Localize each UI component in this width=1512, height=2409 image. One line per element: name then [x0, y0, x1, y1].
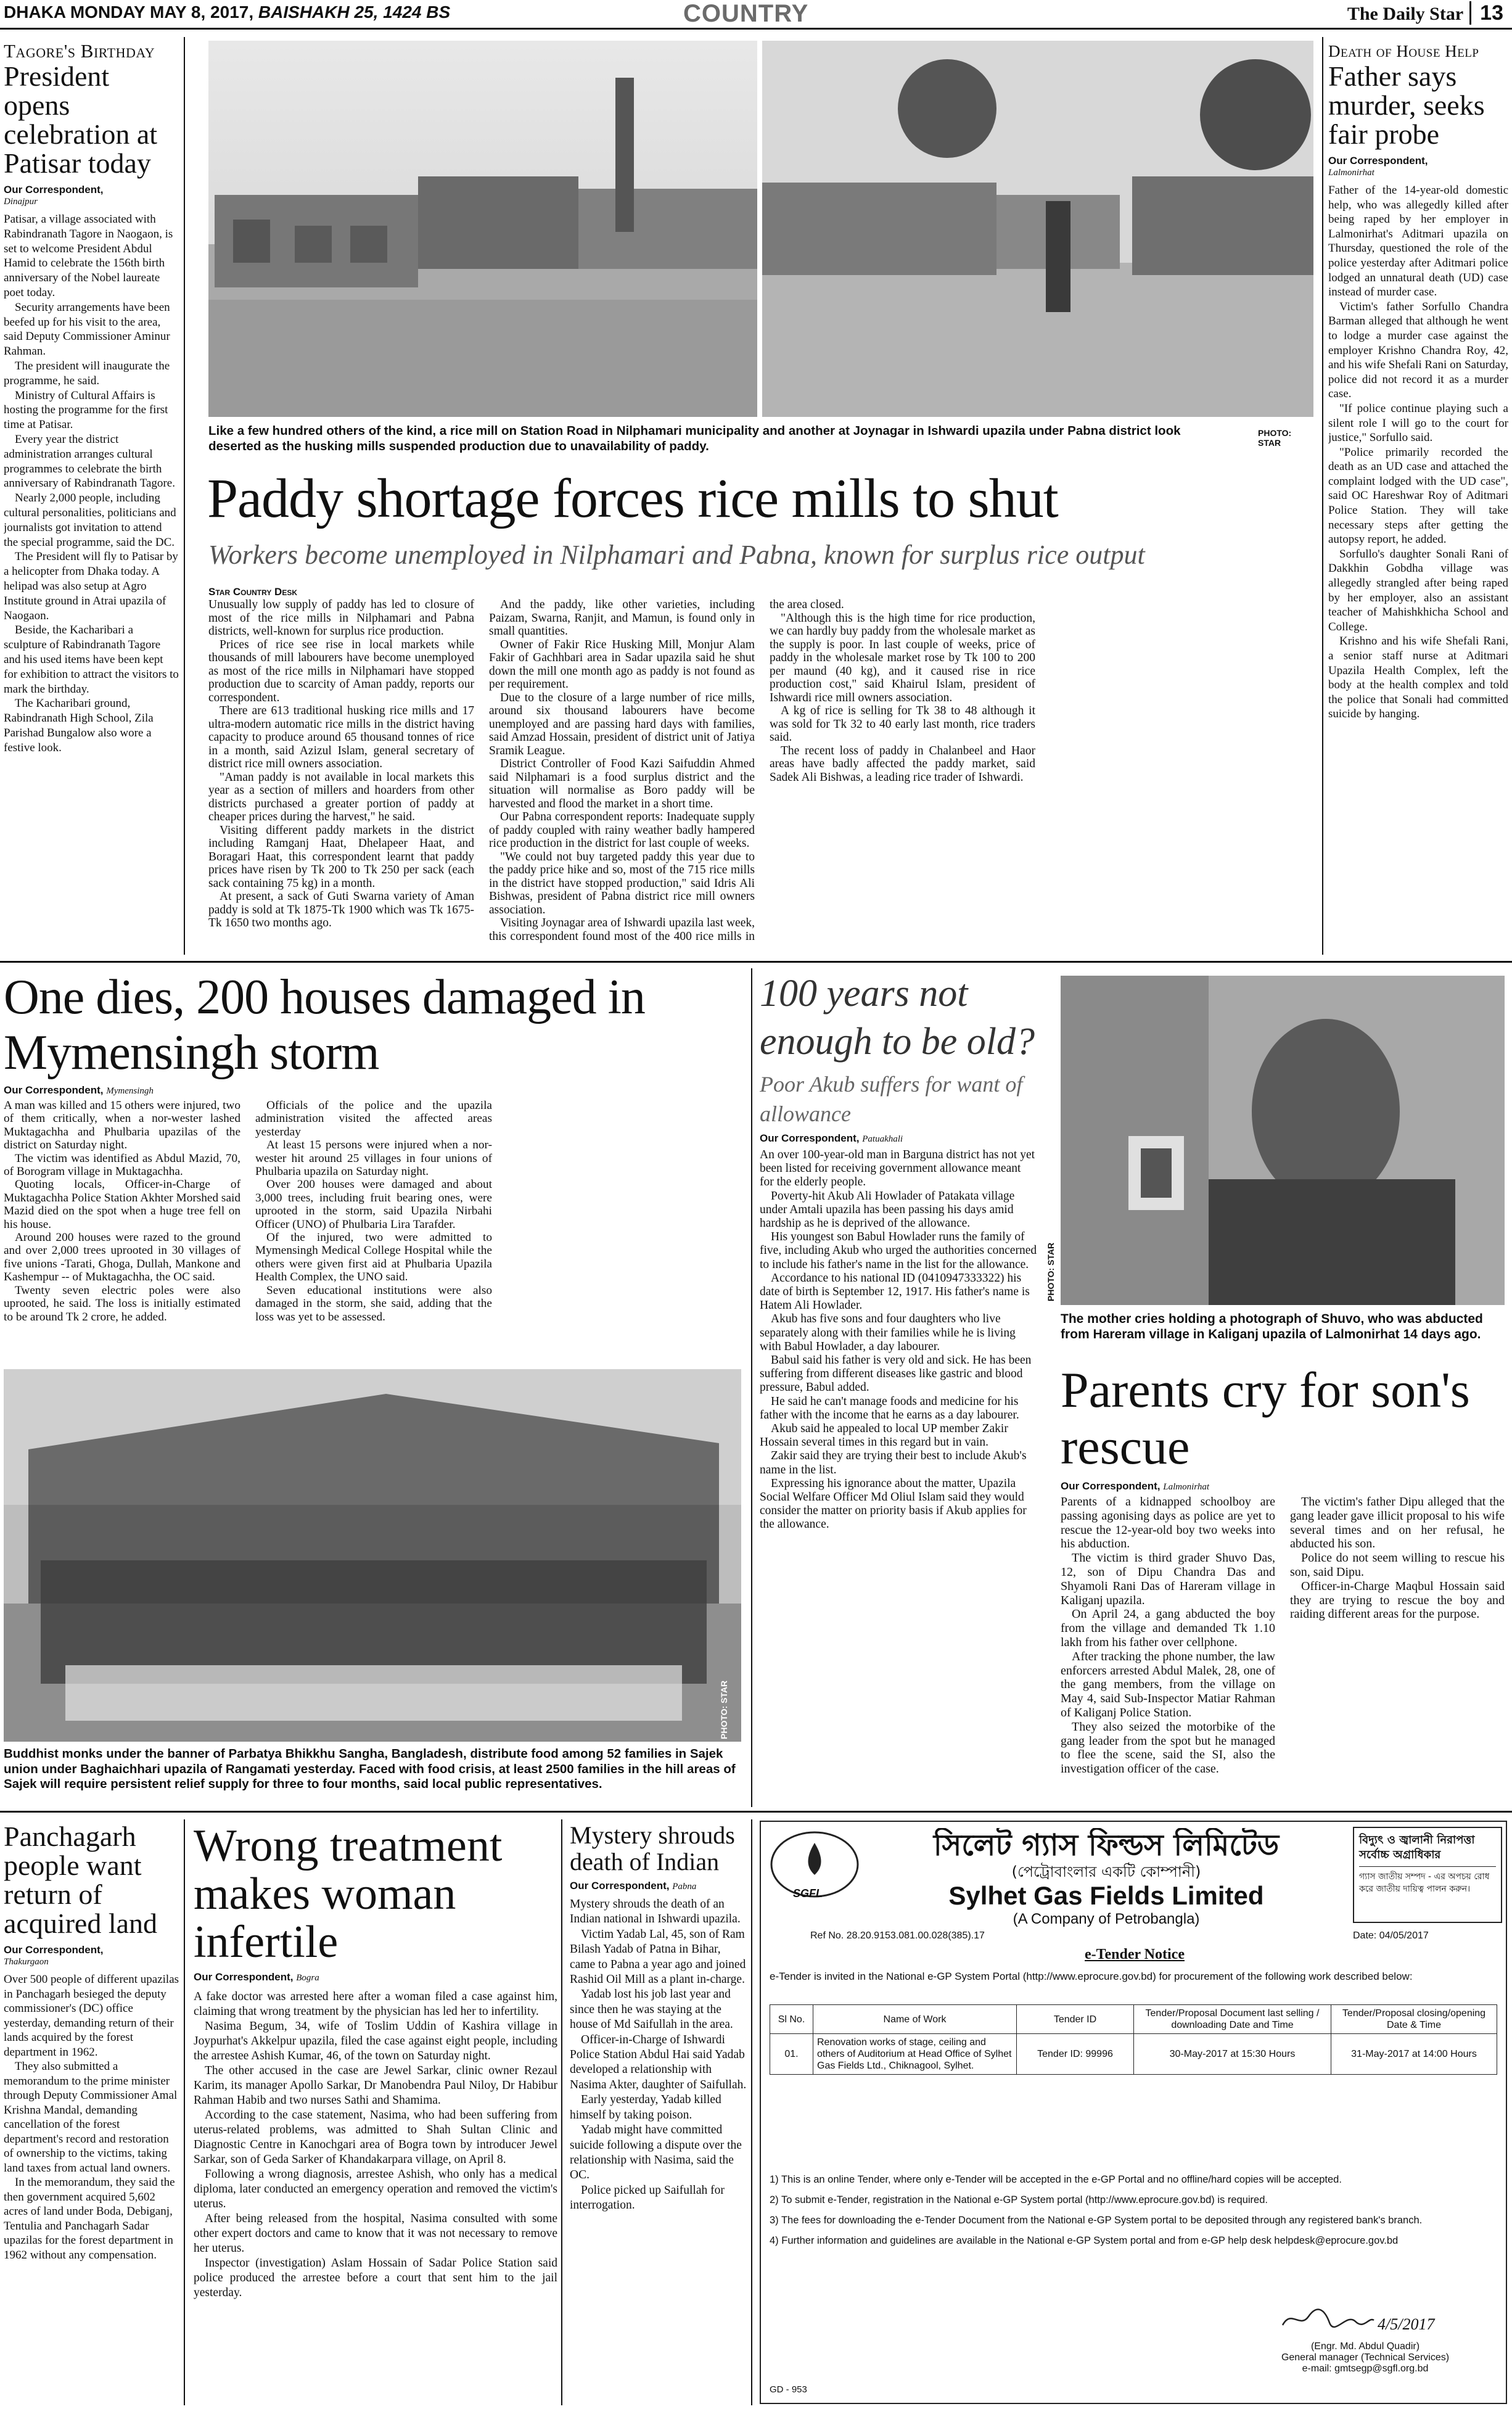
subhead-paddy: Workers become unemployed in Nilphamari and Pabna, known for surplus rice output: [208, 540, 1145, 570]
article-body: Father of the 14-year-old domestic help, who was allegedly killed after being raped by her employer in Lalmonirhat's Aditmari upazila on Thursday, questioned the role of the police yesterday after Aditmari police lodged an unnatural death (UD) case instead of murder case. Victim's father Sorfullo Chandra Barman alleged that although he went to lodge a murder case against the employer Krishno Chandra Roy, 42, and his wife Shefali Rani on Saturday, police did not record it as a murder case. "If police continue playing such a silent role I will go to the court for justice," Sorfullo said. "Police primarily recorded the death as an UD case and attached the complaint lodged with the UD case", said OC Hareshwar Roy of Aditmari Police Station. They will take necessary steps after getting the autopsy report, he added. Sorfullo's daughter Sonali Rani of Dakkhin Gobdha village was allegedly strangled after being raped by her employer, also an assistant teacher of Mahishkhicha School and College. Krishno and his wife Shefali Rani, a senior staff nurse at Aditmari Upazila Health Complex, left the body at the health complex and told the police that Sonali had committed suicide by hanging.: [1328, 184, 1508, 721]
byline: Our Correspondent,: [4, 184, 104, 196]
ad-company-sub: (A Company of Petrobangla): [1013, 1911, 1200, 1927]
ad-sylhet-gas: [760, 1821, 1507, 2404]
signature: [1279, 2304, 1378, 2335]
headline: President opens celebration at Patisar today: [4, 60, 158, 179]
headline: Panchagarh people want return of acquired land: [4, 1822, 158, 1939]
article-father: [1328, 41, 1508, 953]
headline: One dies, 200 houses damaged in Mymensingh storm: [4, 970, 645, 1080]
tender-table: [770, 2004, 1497, 2075]
page-number: 13: [1469, 1, 1503, 25]
dateline: Dinajpur: [4, 197, 38, 207]
byline: Our Correspondent,: [1328, 155, 1428, 167]
rice-mill-photo-nilphamari: [208, 41, 757, 417]
byline: Our Correspondent, Lalmonirhat: [1061, 1480, 1209, 1492]
byline: Our Correspondent, Patuakhali: [760, 1132, 903, 1144]
byline: Our Correspondent, Mymensingh: [4, 1084, 154, 1096]
dateline: Lalmonirhat: [1328, 168, 1374, 178]
byline: Star Country Desk: [208, 586, 298, 598]
article-mystery: [570, 1822, 747, 2405]
rice-mill-photo-ishwardi: [762, 41, 1313, 417]
article-body: A man was killed and 15 others were injured, two of them critically, when a nor-wester lashed Muktagachha and Phulbaria upazilas of the district on Saturday night. The victim was identified as Abdul Mazid, 70, of Borogram village in Muktagachha. Quoting locals, Officer-in-Charge of Muktagachha Police Station Akhter Morshed said Mazid died on the spot when a huge tree fell on his house. Around 200 houses were razed to the ground and over 2,000 trees uprooted in 30 villages of five unions -Tarati, Ghoga, Dullah, Mankone and Kashempur -- of Muktagachha, the OC said. Twenty seven electric poles were also uprooted, he said. The loss is initially estimated to be around Tk 2 crore, he added. Officials of the police and the upazila administration visited the affected areas yesterday At least 15 persons were injured when a nor-wester hit around 25 villages in four unions of Phulbaria upazila on Saturday night. Over 200 houses were damaged and about 3,000 trees, including fruit bearing ones, were uprooted in the storm, said Upazila Nirbahi Officer (UNO) of Phulbaria Lira Tarafder. Of the injured, two were admitted to Mymensingh Medical College Hospital while the others were given first aid at Phulbaria Upazila Health Complex, the UNO said. Seven educational institutions were also damaged in the storm, she said, adding that the loss was yet to be assessed.: [4, 1099, 492, 1324]
article-panchagarh: [4, 1822, 180, 2405]
dateline: Thakurgaon: [4, 1957, 49, 1967]
article-parents: [1061, 1362, 1505, 1808]
monks-photo: [4, 1369, 741, 1742]
article-body: A fake doctor was arrested here after a woman filed a case against him, claiming that wrong treatment by the physician has led her to infertility. Nasima Begum, 34, wife of Toslim Uddin of Kashira village in Joypurhat's Akkelpur upazila, filed the case against eight people, including the arrestee Ashish Kumar, 46, of the town on Saturday night. The other accused in the case are Jewel Sarkar, clinic owner Rezaul Karim, its manager Apollo Sarkar, Dr Manobendra Paul Niloy, Dr Habibur Rahman Habib and two nurses Sathi and Shamima. According to the case statement, Nasima, who had been suffering from uterus-related problems, was admitted to Shah Sultan Clinic and Diagnostic Centre in Kanochgari area of Bogra town by introducer Jewel Sarkar, son of Geda Sarker of Khandakarpara village, on April 8. Following a wrong diagnosis, arrestee Ashish, who only has a medical diploma, later conducted an emergency operation and removed the victim's uterus. After being released from the hospital, Nasima consulted with some other expert doctors and came to know that it was not necessary to remove her uterus. Inspector (investigation) Aslam Hossain of Sadar Police Station said police produced the arrestee before a court that sent him to the jail yesterday.: [194, 1990, 557, 2299]
article-body: Unusually low supply of paddy has led to closure of most of the rice mills in Nilphamari and Pabna districts, well-known for surplus rice production. Prices of rice see rise in local markets while thousands of mill labourers have become unemployed as most of the rice mills in Nilphamari have stopped production due to scarcity of Aman paddy, reports our correspondent. There are 613 traditional husking rice mills and 17 ultra-modern automatic rice mills in the district having capacity to produce around 65 thousand tonnes of rice in a month, said Azizul Islam, general secretary of district rice mill owners association. "Aman paddy is not available in local markets this year as a section of millers and hoarders from other districts purchased a greater portion of paddy at cheaper prices during the harvest," he said. Visiting different paddy markets in the district including Ramganj Haat, Dhelapeer Haat, and Boragari Haat, this correspondent learnt that paddy prices have risen by Tk 200 to Tk 250 per sack (each sack containing 75 kg) in a month. At present, a sack of Guti Swarna variety of Aman paddy is sold at Tk 1875-Tk 1900 which was Tk 1675-Tk 1650 two months ago. And the paddy, like other varieties, including Paizam, Swarna, Ranjit, and Mamun, is found only in small quantities. Owner of Fakir Rice Husking Mill, Monjur Alam Fakir of Gachhbari area in Sadar upazila said he shut down the mill one month ago as paddy is not found as per requirement. Due to the closure of a large number of rice mills, around six thousand labourers have become unemployed and are passing hard days with families, said Amzad Hossain, president of district unit of Jatiya Sramik League. District Controller of Food Kazi Saifuddin Ahmed said Nilphamari is a food surplus district and the situation will normalise as Boro paddy will be harvested and flood the market in a short time. Our Pabna correspondent reports: Inadequate supply of paddy coupled with rainy weather badly hampered rice production in the district for last couple of weeks. "We could not buy targeted paddy this year due to the paddy price hike and so, most of the 715 rice mills in the district have stopped production," said Idris Ali Bishwas, president of Pabna district rice mill owners association. Visiting Joynagar area of Ishwardi upazila last week, this correspondent found most of the 400 rice mills in the area closed. "Although this is the high time for rice production, we can hardly buy paddy from the wholesale market as the supply is poor. In last couple of weeks, price of paddy in the wholesale market rose by Tk 100 to 200 per maund (40 kg), and it caused rise in rice production cost," said Khairul Islam, president of Ishwardi rice mill owners association. A kg of rice is selling for Tk 38 to 48 although it was sold for Tk 32 to 40 early last month, rice traders said. The recent loss of paddy in Chalanbeel and Haor areas have badly affected the paddy market, said Sadek Ali Bishwas, a leading rice trader of Ishwardi.: [208, 598, 1035, 943]
photo-credit: PHOTO: STAR: [719, 1680, 729, 1739]
article-tagore: [4, 41, 179, 953]
byline: Our Correspondent, Bogra: [194, 1971, 319, 1983]
article-body: An over 100-year-old man in Barguna district has not yet been listed for receiving government allowance meant for the elderly people. Poverty-hit Akub Ali Howlader of Patakata village under Amtali upazila has been passing his days amid hardship as he is deprived of the allowance. His youngest son Babul Howlader runs the family of five, including Akub who urged the authorities concerned to include his father's name in the list for the allowance. Accordance to his national ID (0410947333322) his date of birth is September 12, 1917. His father's name is Hatem Ali Howlader. Akub has five sons and four daughters who live separately along with their families while he is living with Babul Howlader, a day labourer. Babul said his father is very old and sick. He has been suffering from different diseases like gastric and blood pressure, Babul added. He said he can't manage foods and medicine for his father with the income that he earns as a day labourer. Akub said he appealed to local UP member Zakir Hossain several times in this regard but in vain. Zakir said they are trying their best to include Akub's name in the list. Expressing his ignorance about the matter, Upazila Social Welfare Officer Md Oliul Islam said they would consider the matter on priority basis if Akub applies for the allowance.: [760, 1148, 1037, 1531]
table-header-row: Sl No. Name of Work Tender ID Tender/Proposal Document last selling / downloading Date and Time Tender/Proposal closing/opening Date & Time: [770, 2005, 1497, 2034]
headline-paddy: Paddy shortage forces rice mills to shut: [207, 469, 1058, 529]
photo-credit: PHOTO: STAR: [1258, 428, 1292, 448]
headline: Mystery shrouds death of Indian: [570, 1822, 735, 1876]
article-akub: [760, 970, 1037, 1808]
article-body: Mystery shrouds the death of an Indian national in Ishwardi upazila. Victim Yadab Lal, 45, son of Ram Bilash Yadab of Patna in Bihar, came to Pabna a year ago and joined Rashid Oil Mill as a plant in-charge. Yadab lost his job last year and since then he was staying at the house of Md Saifullah in the area. Officer-in-Charge of Ishwardi Police Station Abdul Hai said Yadab developed a relationship with Nasima Akter, daughter of Saifullah. Early yesterday, Yadab killed himself by taking poison. Yadab might have committed suicide following a dispute over the relationship with Nasima, said the OC. Police picked up Saifullah for interrogation.: [570, 1898, 747, 2212]
ad-date: Date: 04/05/2017: [1353, 1930, 1429, 1941]
ad-company-name: Sylhet Gas Fields Limited: [948, 1881, 1264, 1910]
ad-title: e-Tender Notice: [1085, 1946, 1185, 1962]
ad-bangla-name: সিলেট গ্যাস ফিল্ডস লিমিটেড: [933, 1828, 1280, 1863]
photo-caption: The mother cries holding a photograph of Shuvo, who was abducted from Hareram village in Kaliganj upazila of Lalmonirhat 14 days ago.: [1061, 1312, 1483, 1341]
byline: Our Correspondent, Pabna: [570, 1880, 697, 1892]
headline: 100 years not enough to be old?: [760, 973, 1035, 1063]
byline: Our Correspondent,: [4, 1944, 104, 1956]
article-storm: [4, 970, 744, 1327]
paper-logo: The Daily Star 13: [1347, 1, 1503, 25]
ad-ref: Ref No. 28.20.9153.081.00.028(385).17: [810, 1930, 985, 1941]
kicker: Death of House Help: [1328, 42, 1479, 60]
table-row: 01. Renovation works of stage, ceiling and others of Auditorium at Head Office of Sylhet Gas Fields Ltd., Chiknagool, Sylhet. Tender ID: 99996 30-May-2017 at 15:30 Hours 31-May-2017 at 14:00 Hours: [770, 2034, 1497, 2075]
article-body: Over 500 people of different upazilas in Panchagarh besieged the deputy commissioner's (DC) office yesterday, demanding return of their lands acquired by the forest department in 1962. They also submitted a memorandum to the prime minister through Deputy Commissioner Amal Krishna Mandal, demanding cancellation of the forest department's record and restoration of ownership to the victims, taking land taxes from actual land owners. In the memorandum, they said the then government acquired 5,602 acres of land under Boda, Debiganj, Tentulia and Panchagarh Sadar upazilas for the forest department in 1962 without any compensation.: [4, 1973, 179, 2262]
photo-credit: PHOTO: STAR: [1046, 1242, 1056, 1301]
photo-caption: Like a few hundred others of the kind, a rice mill on Station Road in Nilphamari municipality and another at Joynagar in Ishwardi upazila under Pabna district look deserted as the husking mills suspended production due to unavailability of paddy.: [208, 424, 1181, 453]
headline: Wrong treatment makes woman infertile: [194, 1822, 503, 1967]
dateline: DHAKA MONDAY MAY 8, 2017, BAISHAKH 25, 1424 BS: [4, 2, 451, 22]
photo-caption: Buddhist monks under the banner of Parbatya Bhikkhu Sangha, Bangladesh, distribute food among 52 families in Sajek union under Baghaichhari upazila of Rangamati yesterday. Faced with food crisis, at least 2500 families in the hill areas of Sajek will require persistent relief supply for three to four months, said local public representatives.: [4, 1747, 736, 1791]
headline: Father says murder, seeks fair probe: [1328, 60, 1485, 150]
article-wrong-treatment: [194, 1822, 557, 2405]
kicker: Tagore's Birthday: [4, 41, 155, 62]
subhead: Poor Akub suffers for want of allowance: [760, 1072, 1023, 1126]
sign-date: 4/5/2017: [1378, 2315, 1435, 2333]
article-body: Parents of a kidnapped schoolboy are passing agonising days as police are yet to rescue the 12-year-old boy two weeks into his abduction. The victim is third grader Shuvo Das, 12, son of Dipu Chandra Das and Shyamoli Rani Das of Hareram village in Kaliganj upazila. On April 24, a gang abducted the boy from the village and demanded Tk 1.10 lakh from his father over cellphone. After tracking the phone number, the law enforcers arrested Abdul Malek, 28, one of the gang members, from the village on May 4, said Sub-Inspector Matiar Rahman of Kaliganj Police Station. They also seized the motorbike of the gang leader from the spot but he managed to flee the scene, said the SI, also the investigation officer of the case. The victim's father Dipu alleged that the gang leader gave illicit proposal to his wife several times and on her refusal, he abducted his son. Police do not seem willing to rescue his son, said Dipu. Officer-in-Charge Maqbul Hossain said they are trying to rescue the boy and raiding different areas for the purpose.: [1061, 1495, 1505, 1776]
mother-photo: [1061, 976, 1505, 1305]
article-paddy: [208, 586, 1316, 956]
headline: Parents cry for son's rescue: [1061, 1362, 1470, 1475]
ad-slogan-box: বিদ্যুৎ ও জ্বালানী নিরাপত্তা সর্বোচ্চ অগ্রাধিকার গ্যাস জাতীয় সম্পদ - এর অপচয় রোধ করে জাতীয় দায়িত্ব পালন করুন।: [1353, 1827, 1502, 1923]
ad-logo: SGFL: [768, 1830, 861, 1905]
ad-bangla-sub: (পেট্রোবাংলার একটি কোম্পানী): [1011, 1863, 1201, 1880]
masthead: [0, 0, 1512, 30]
article-body: Patisar, a village associated with Rabindranath Tagore in Naogaon, is set to welcome President Abdul Hamid to celebrate the 156th birth anniversary of the Nobel laureate poet today. Security arrangements have been beefed up for his visit to the area, said Deputy Commissioner Aminur Rahman. The president will inaugurate the programme, he said. Ministry of Cultural Affairs is hosting the programme for the first time at Patisar. Every year the district administration arranges cultural programmes to celebrate the birth anniversary of Rabindranath Tagore. Nearly 2,000 people, including cultural personalities, politicians and journalists got invitation to attend the special programme, said the DC. The President will fly to Patisar by a helicopter from Dhaka today. A helipad was also setup at Agro Institute ground in Atrai upazila of Naogaon. Beside, the Kacharibari a sculpture of Rabindranath Tagore and his used items have been kept for exhibition to attract the visitors to mark the birthday. The Kacharibari ground, Rabindranath High School, Zila Parishad Bungalow also wore a festive look.: [4, 213, 179, 754]
ad-intro: e-Tender is invited in the National e-GP System Portal (http://www.eprocure.gov.bd) for procurement of the following work described below:: [770, 1970, 1413, 1982]
signer-block: (Engr. Md. Abdul Quadir) General manager (Technical Services) e-mail: gmtsegp@sgfl.org.bd: [1281, 2341, 1450, 2374]
section-title: COUNTRY: [683, 0, 809, 27]
ad-code: GD - 953: [770, 2384, 807, 2395]
ad-notes: 1) This is an online Tender, where only e-Tender will be accepted in the e-GP Portal and no offline/hard copies will be accepted. 2) To submit e-Tender, registration in the National e-GP System portal (http://www.eprocure.gov.bd) is required. 3) The fees for downloading the e-Tender Document from the National e-GP System portal to be deposited through any registered bank's branch. 4) Further information and guidelines are available in the National e-GP System portal and from e-GP help desk helpdesk@eprocure.gov.bd: [770, 2174, 1423, 2246]
